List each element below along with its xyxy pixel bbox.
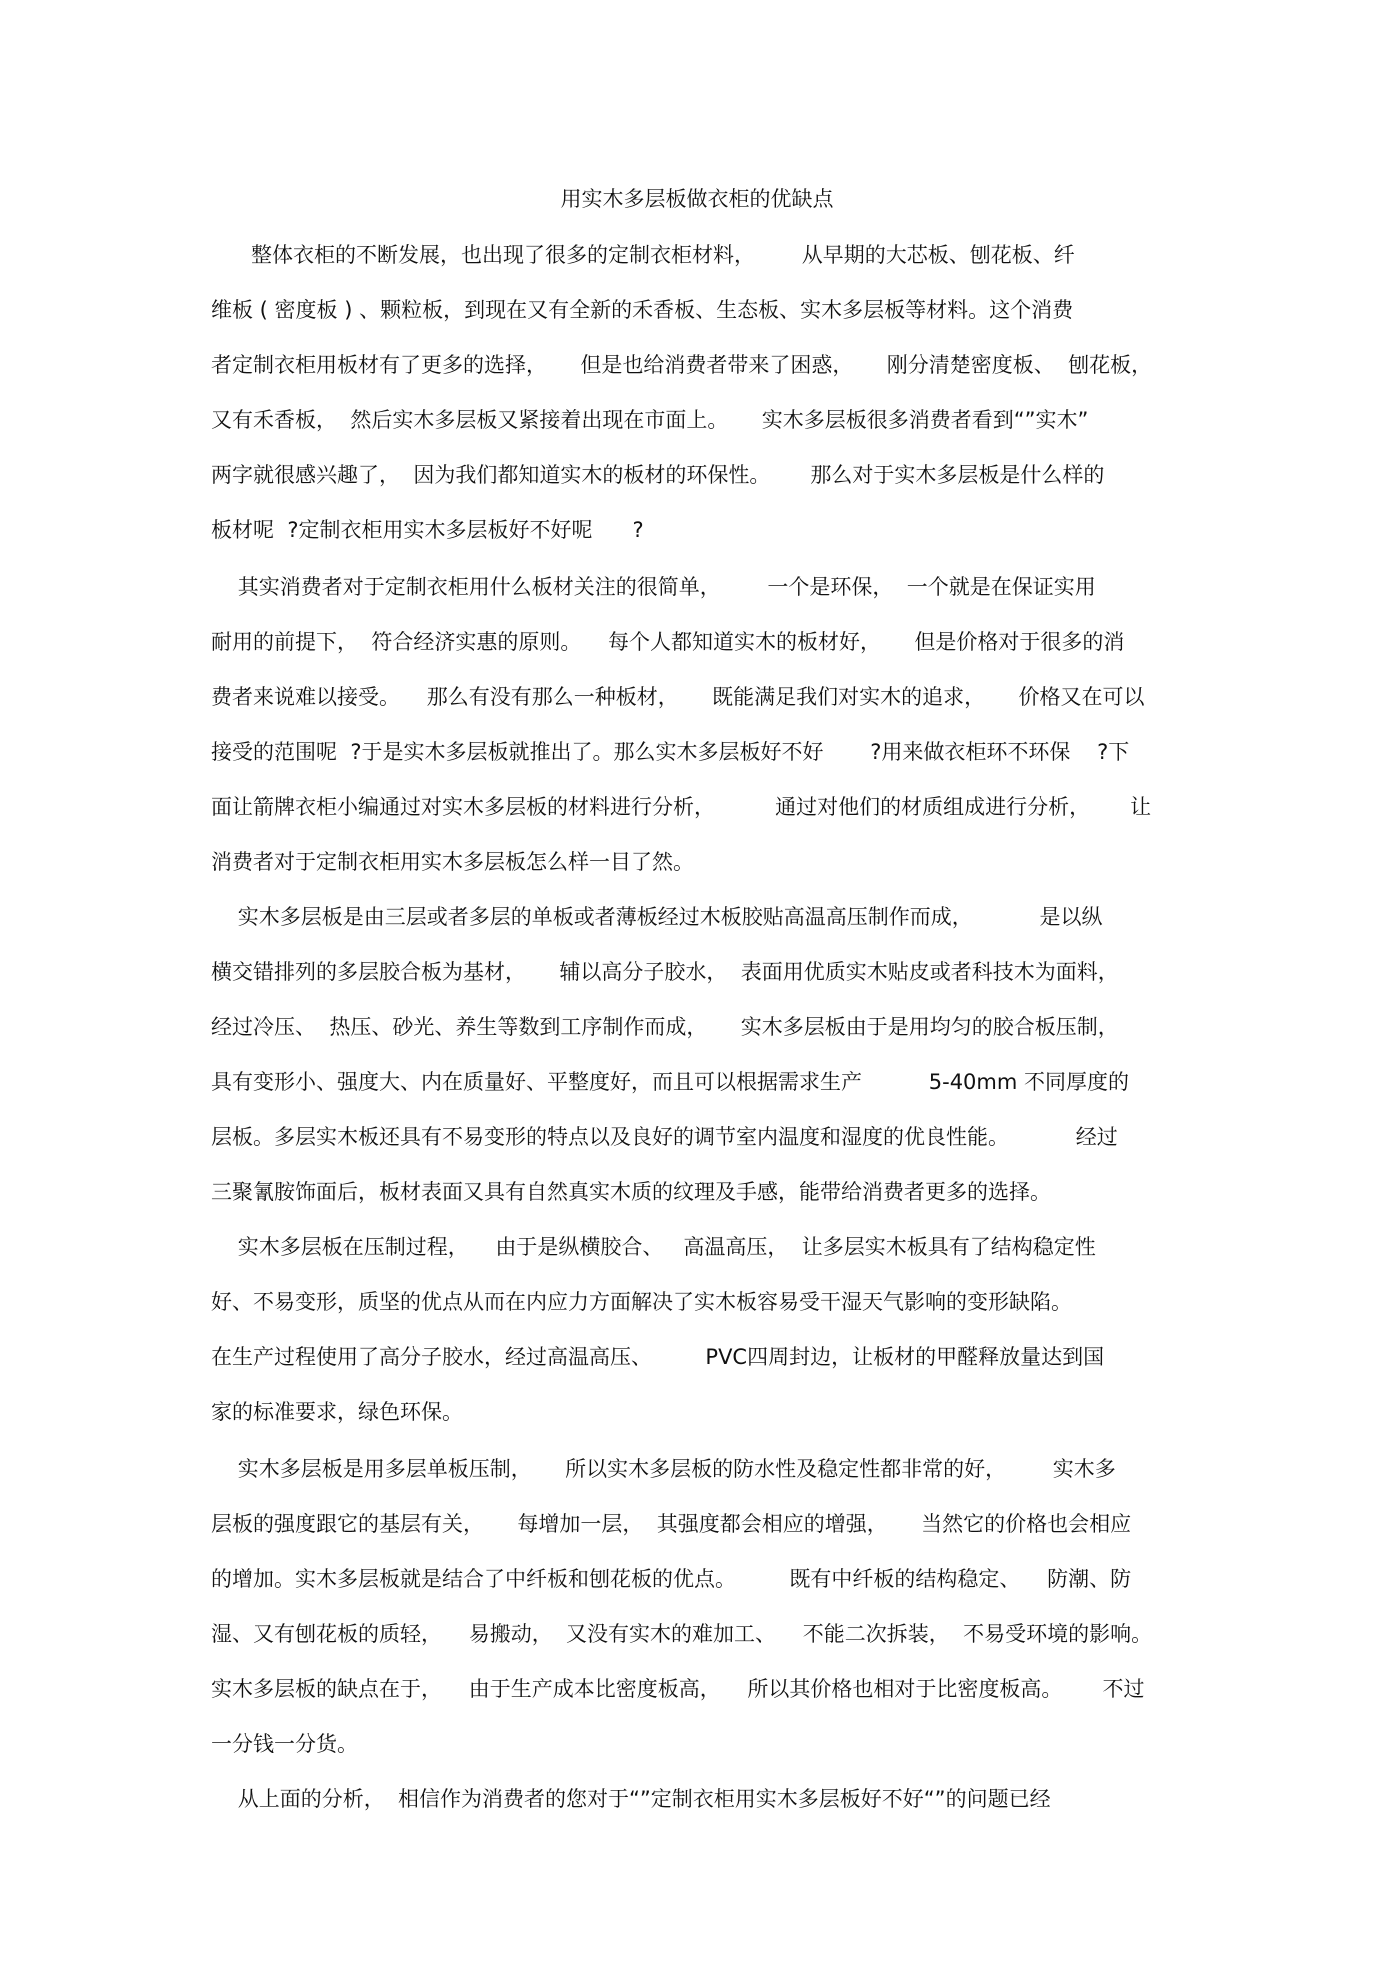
paragraph-line: 费者来说难以接受。 那么有没有那么一种板材， 既能满足我们对实木的追求， 价格又在可以 xyxy=(211,685,1145,709)
paragraph-line: 从上面的分析， 相信作为消费者的您对于“”定制衣柜用实木多层板好不好“”的问题已经 xyxy=(211,1787,1051,1811)
paragraph-line: 湿、又有刨花板的质轻， 易搬动， 又没有实木的难加工、 不能二次拆装， 不易受环境的影响。 xyxy=(211,1622,1153,1646)
paragraph-line: 层板。多层实木板还具有不易变形的特点以及良好的调节室内温度和湿度的优良性能。 经过 xyxy=(211,1125,1118,1149)
paragraph-line: 者定制衣柜用板材有了更多的选择， 但是也给消费者带来了困惑， 刚分清楚密度板、 刨花板， xyxy=(211,353,1153,377)
paragraph-line: 在生产过程使用了高分子胶水，经过高温高压、 PVC四周封边，让板材的甲醛释放量达到国 xyxy=(211,1345,1105,1369)
paragraph-line: 实木多层板是用多层单板压制， 所以实木多层板的防水性及稳定性都非常的好， 实木多 xyxy=(211,1457,1116,1481)
paragraph-line: 面让箭牌衣柜小编通过对实木多层板的材料进行分析， 通过对他们的材质组成进行分析， 让 xyxy=(211,795,1152,819)
paragraph-line: 两字就很感兴趣了， 因为我们都知道实木的板材的环保性。 那么对于实木多层板是什么样的 xyxy=(211,463,1105,487)
paragraph-line: 一分钱一分货。 xyxy=(211,1732,358,1756)
paragraph-line: 接受的范围呢 ?于是实木多层板就推出了。那么实木多层板好不好 ?用来做衣柜环不环保 ?下 xyxy=(211,740,1130,764)
paragraph-line: 经过冷压、 热压、砂光、养生等数到工序制作而成， 实木多层板由于是用均匀的胶合板压制， xyxy=(211,1015,1119,1039)
paragraph-line: 维板 ( 密度板 ) 、颗粒板，到现在又有全新的禾香板、生态板、实木多层板等材料。这个消费 xyxy=(211,298,1074,322)
paragraph-line: 其实消费者对于定制衣柜用什么板材关注的很简单， 一个是环保， 一个就是在保证实用 xyxy=(211,575,1096,599)
paragraph-line: 整体衣柜的不断发展，也出现了很多的定制衣柜材料， 从早期的大芯板、刨花板、纤 xyxy=(211,243,1075,267)
paragraph-line: 消费者对于定制衣柜用实木多层板怎么样一目了然。 xyxy=(211,850,694,874)
paragraph-line: 板材呢 ?定制衣柜用实木多层板好不好呢 ? xyxy=(211,518,644,542)
paragraph-line: 具有变形小、强度大、内在质量好、平整度好，而且可以根据需求生产 5-40mm 不同厚度的 xyxy=(211,1070,1129,1094)
paragraph-line: 横交错排列的多层胶合板为基材， 辅以高分子胶水， 表面用优质实木贴皮或者科技木为面料， xyxy=(211,960,1119,984)
paragraph-line: 实木多层板是由三层或者多层的单板或者薄板经过木板胶贴高温高压制作而成， 是以纵 xyxy=(211,905,1103,929)
paragraph-line: 又有禾香板， 然后实木多层板又紧接着出现在市面上。 实木多层板很多消费者看到“”实木” xyxy=(211,408,1089,432)
paragraph-line: 家的标准要求，绿色环保。 xyxy=(211,1400,463,1424)
paragraph-line: 实木多层板在压制过程， 由于是纵横胶合、 高温高压， 让多层实木板具有了结构稳定性 xyxy=(211,1235,1096,1259)
paragraph-line: 层板的强度跟它的基层有关， 每增加一层， 其强度都会相应的增强， 当然它的价格也会相应 xyxy=(211,1512,1132,1536)
paragraph-line: 耐用的前提下， 符合经济实惠的原则。 每个人都知道实木的板材好， 但是价格对于很多的消 xyxy=(211,630,1125,654)
paragraph-line: 好、不易变形，质坚的优点从而在内应力方面解决了实木板容易受干湿天气影响的变形缺陷。 xyxy=(211,1290,1072,1314)
document-title: 用实木多层板做衣柜的优缺点 xyxy=(560,187,834,211)
paragraph-line: 三聚氰胺饰面后，板材表面又具有自然真实木质的纹理及手感，能带给消费者更多的选择。 xyxy=(211,1180,1051,1204)
paragraph-line: 的增加。实木多层板就是结合了中纤板和刨花板的优点。 既有中纤板的结构稳定、 防潮、防 xyxy=(211,1567,1132,1591)
paragraph-line: 实木多层板的缺点在于， 由于生产成本比密度板高， 所以其价格也相对于比密度板高。 不过 xyxy=(211,1677,1145,1701)
